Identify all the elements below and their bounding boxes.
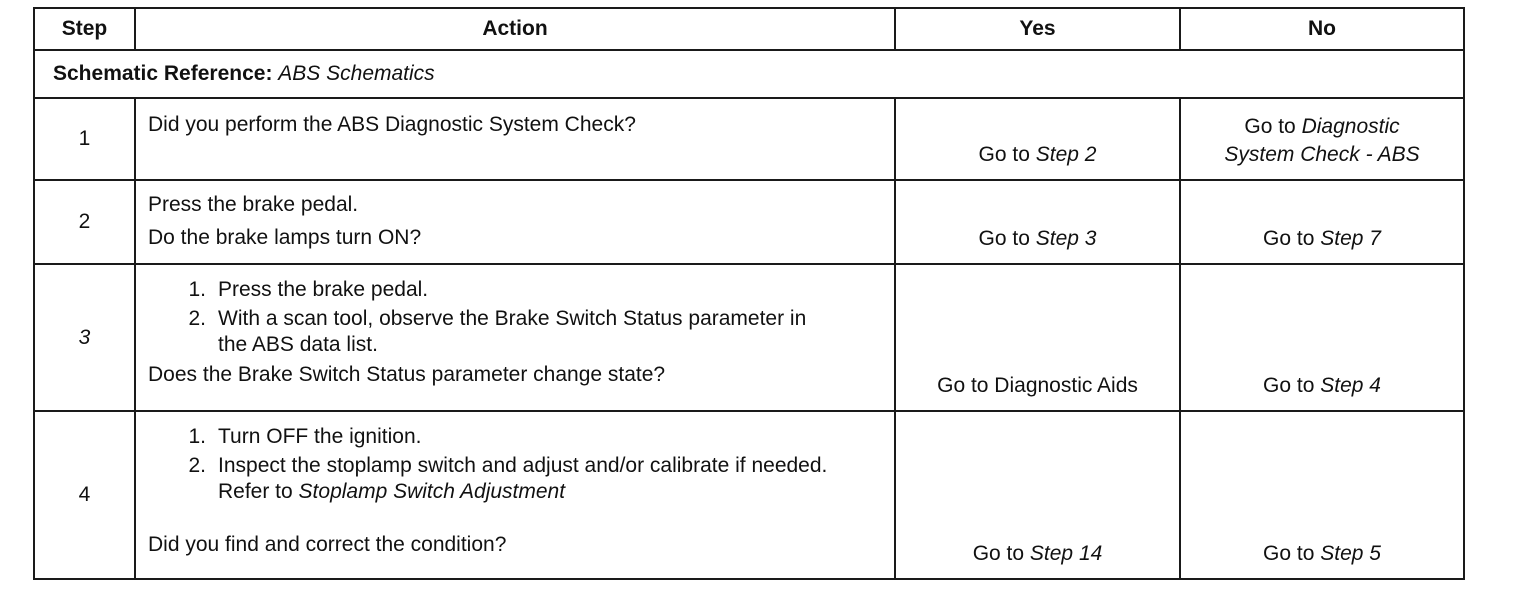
substep-number: 1. xyxy=(188,425,206,448)
no-link-line1[interactable]: Diagnostic xyxy=(1301,115,1400,138)
action-question: Does the Brake Switch Status parameter change state? xyxy=(148,363,666,386)
substep-text: With a scan tool, observe the Brake Switch Status parameter in the ABS data list. xyxy=(218,307,807,356)
substep-number: 1. xyxy=(188,278,206,301)
no-prefix: Go to xyxy=(1263,542,1315,565)
no-link-line2[interactable]: System Check - ABS xyxy=(1224,143,1420,166)
yes-prefix: Go to xyxy=(972,542,1025,565)
schematic-reference-link[interactable]: ABS Schematics xyxy=(278,62,435,85)
diagnostic-table xyxy=(33,7,1465,580)
yes-step-link[interactable]: Step 14 xyxy=(1029,542,1103,565)
yes-step-link[interactable]: Step 3 xyxy=(1035,227,1097,250)
substep-item xyxy=(148,306,884,358)
step-number: 2 xyxy=(34,180,135,264)
header-action: Action xyxy=(135,8,895,50)
no-cell xyxy=(1180,180,1464,264)
substep-number: 2. xyxy=(188,307,206,330)
yes-link[interactable]: Go to Diagnostic Aids xyxy=(937,374,1138,397)
no-prefix: Go to xyxy=(1263,374,1315,397)
no-prefix: Go to xyxy=(1263,227,1315,250)
yes-step-link[interactable]: Step 2 xyxy=(1035,143,1097,166)
yes-cell xyxy=(895,264,1180,411)
no-step-link[interactable]: Step 5 xyxy=(1320,542,1381,565)
no-step-link[interactable]: Step 7 xyxy=(1320,227,1381,250)
action-question: Do the brake lamps turn ON? xyxy=(148,226,422,249)
yes-cell xyxy=(895,411,1180,579)
header-yes: Yes xyxy=(895,8,1180,50)
table-row xyxy=(34,411,1464,579)
action-cell xyxy=(135,411,895,579)
schematic-reference xyxy=(34,50,1464,98)
substep-text: Turn OFF the ignition. xyxy=(218,425,422,448)
table-row xyxy=(34,98,1464,180)
action-cell xyxy=(135,264,895,411)
header-step: Step xyxy=(34,8,135,50)
yes-prefix: Go to xyxy=(978,143,1030,166)
step-number: 1 xyxy=(34,98,135,180)
substep-item xyxy=(148,424,884,450)
substep-item xyxy=(148,277,884,303)
step-number: 3 xyxy=(34,264,135,411)
table-row xyxy=(34,264,1464,411)
substep-list xyxy=(148,277,884,358)
step-number: 4 xyxy=(34,411,135,579)
substep-number: 2. xyxy=(188,454,206,477)
action-cell xyxy=(135,180,895,264)
action-question: Did you perform the ABS Diagnostic System Check? xyxy=(148,113,636,136)
header-row xyxy=(34,8,1464,50)
table-row xyxy=(34,180,1464,264)
schematic-reference-row xyxy=(34,50,1464,98)
yes-prefix: Go to xyxy=(978,227,1030,250)
substep-list xyxy=(148,424,884,505)
action-instruction: Press the brake pedal. xyxy=(148,193,359,216)
no-prefix: Go to xyxy=(1244,115,1296,138)
header-no: No xyxy=(1180,8,1464,50)
yes-cell xyxy=(895,98,1180,180)
substep-text: Inspect the stoplamp switch and adjust and/or calibrate if needed. Refer to xyxy=(218,454,828,503)
substep-text: Press the brake pedal. xyxy=(218,278,429,301)
yes-cell xyxy=(895,180,1180,264)
action-cell xyxy=(135,98,895,180)
schematic-reference-label: Schematic Reference: xyxy=(53,62,273,85)
no-step-link[interactable]: Step 4 xyxy=(1320,374,1381,397)
substep-item xyxy=(148,453,884,505)
no-cell xyxy=(1180,264,1464,411)
action-question: Did you find and correct the condition? xyxy=(148,533,507,556)
no-cell xyxy=(1180,98,1464,180)
stoplamp-adjustment-link[interactable]: Stoplamp Switch Adjustment xyxy=(298,480,566,503)
no-cell xyxy=(1180,411,1464,579)
